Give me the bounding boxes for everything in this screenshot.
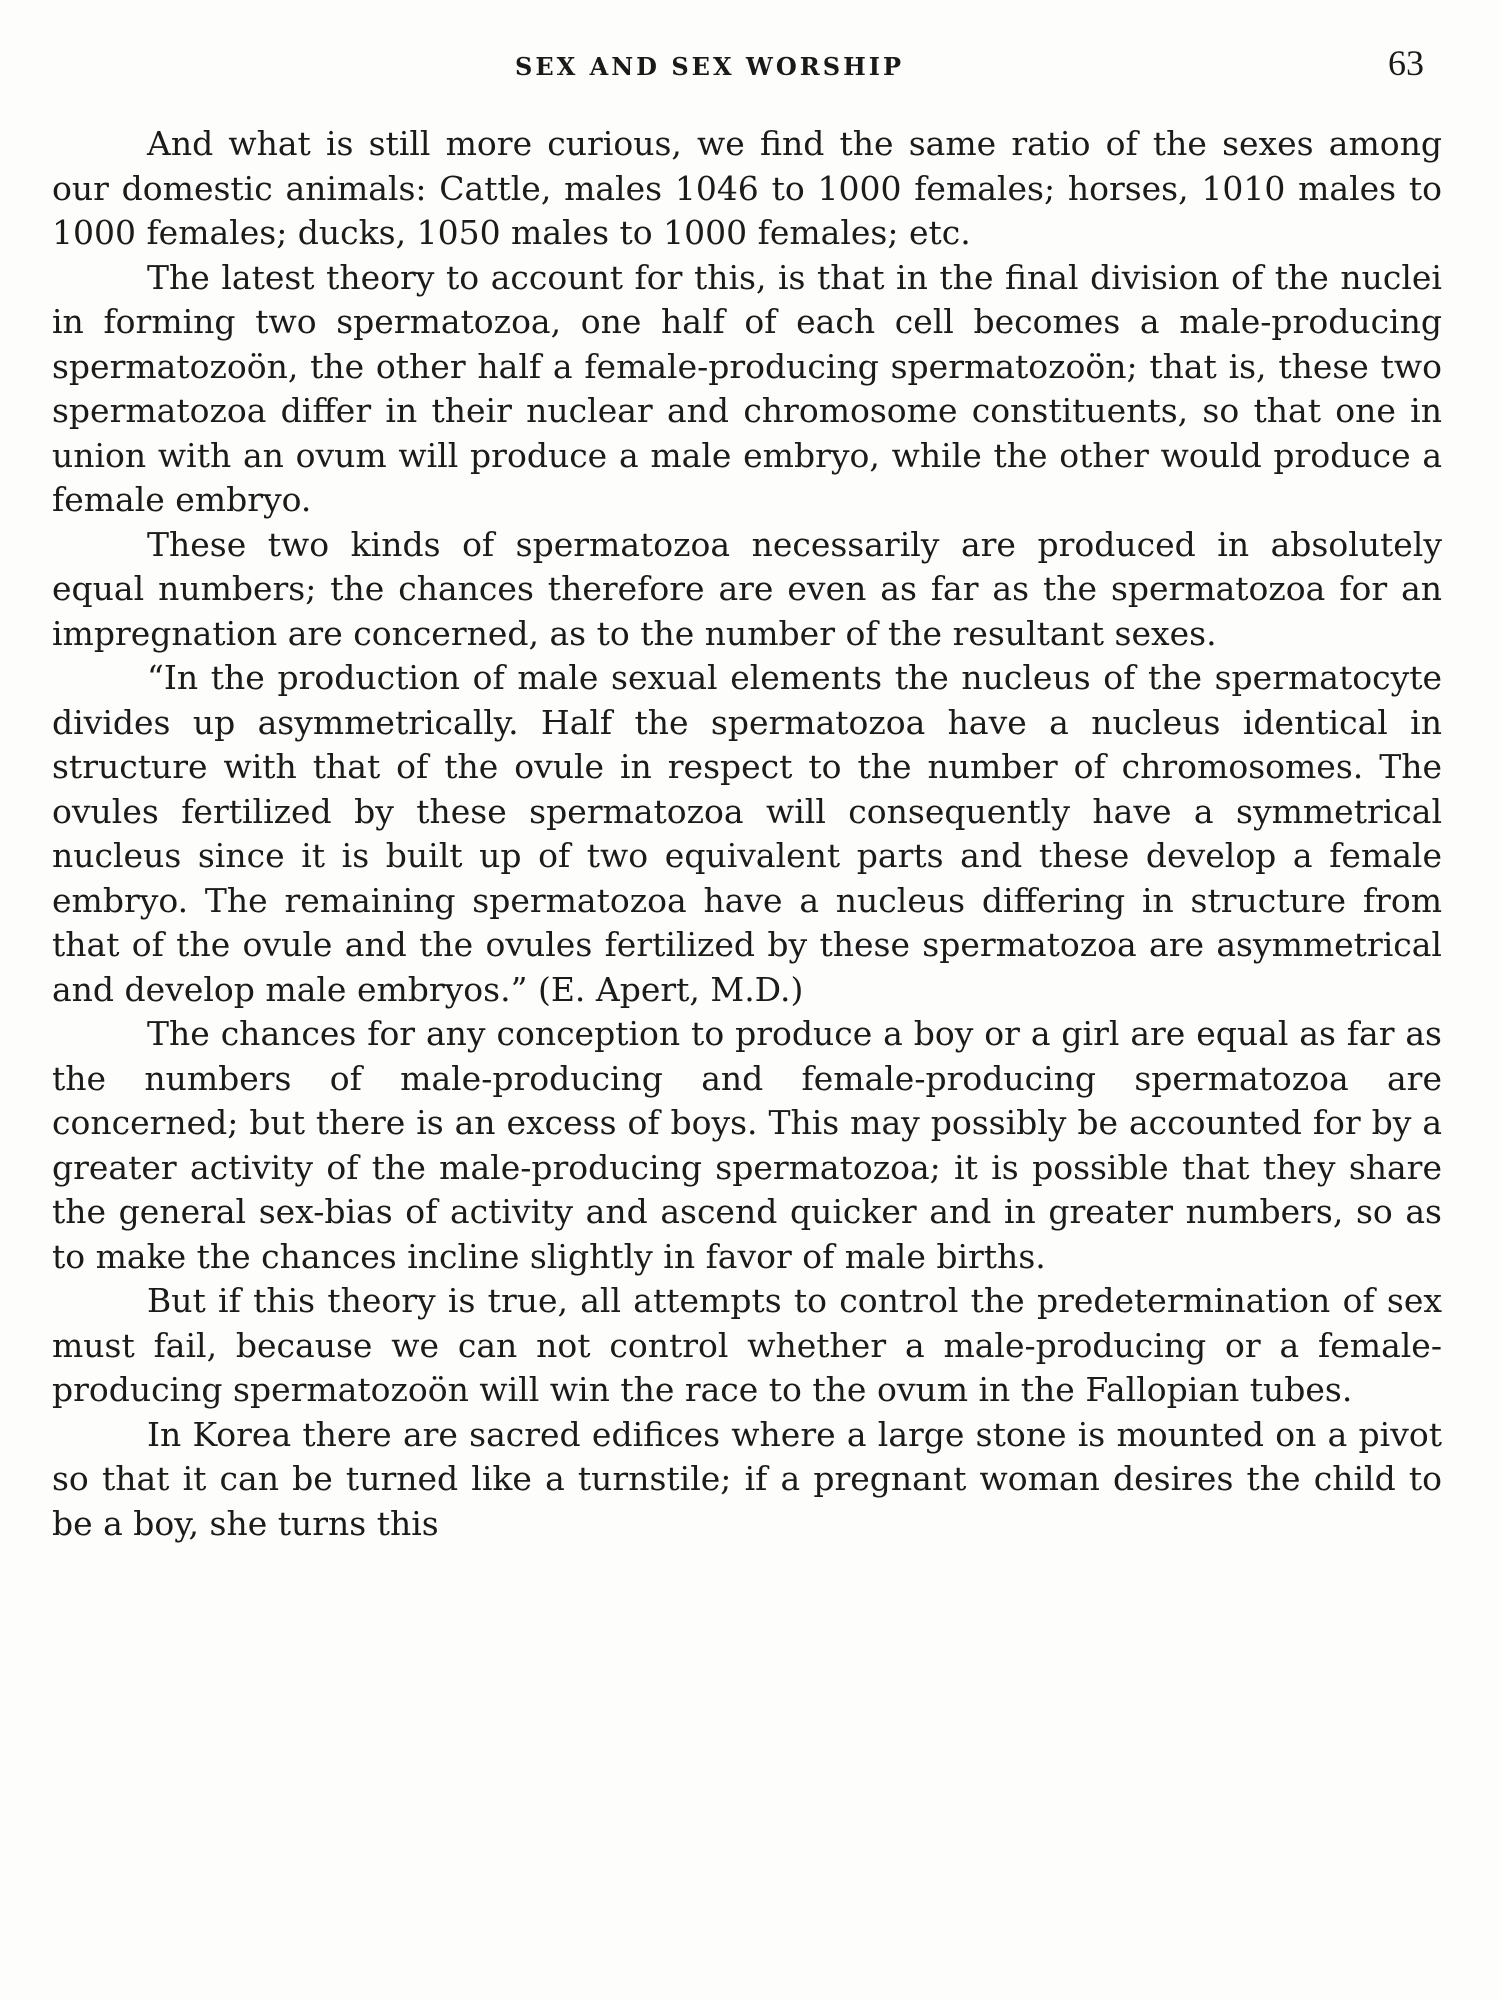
- paragraph-apert-quote: “In the production of male sexual elements the nucleus of the spermatocyte divides up asymmetrically. Half the spermatozoa have a nucleus identical in structure with that of the ovule in respect to the number of chromosomes. The ovules fertilized by these spermatozoa will consequently have a symmetrical nucleus since it is built up of two equivalent parts and these develop a female embryo. The remaining spermatozoa have a nucleus differing in structure from that of the ovule and the ovules fertilized by these spermatozoa are asymmetrical and develop male embryos.” (E. Apert, M.D.): [52, 658, 1442, 1009]
- paragraph-latest-theory: The latest theory to account for this, is that in the final division of the nuclei in forming two spermatozoa, one half of each cell becomes a male-producing spermatozoön, the other half a female-producing spermatozoön; that is, these two spermatozoa differ in their nuclear and chromosome constituents, so that one in union with an ovum will produce a male embryo, while the other would produce a female embryo.: [52, 257, 1442, 519]
- paragraph-domestic-animals: And what is still more curious, we find the same ratio of the sexes among our domestic animals: Cattle, males 1046 to 1000 females; horses, 1010 males to 1000 females; ducks, 1050 males to 1000 females; etc.: [52, 124, 1442, 252]
- page-header: [0, 42, 1500, 82]
- running-head: SEX AND SEX WORSHIP: [515, 52, 905, 81]
- paragraph-control-fails: But if this theory is true, all attempts to control the predetermination of sex must fail, because we can not control whether a male-producing or a female-producing spermatozoön will win the race to the ovum in the Fallopian tubes.: [52, 1281, 1442, 1409]
- paragraph-korea: In Korea there are sacred edifices where a large stone is mounted on a pivot so that it can be turned like a turnstile; if a pregnant woman desires the child to be a boy, she turns this: [52, 1414, 1442, 1543]
- paragraph-equal-numbers: These two kinds of spermatozoa necessarily are produced in absolutely equal numbers; the chances therefore are even as far as the spermatozoa for an impregnation are concerned, as to the number of the resultant sexes.: [52, 524, 1442, 653]
- page-number: 63: [1388, 43, 1424, 83]
- body-text: [52, 122, 1442, 1546]
- paragraph-excess-of-boys: The chances for any conception to produce a boy or a girl are equal as far as the numbers of male-producing and female-producing spermatozoa are concerned; but there is an excess of boys. This may possibly be accounted for by a greater activity of the male-producing spermatozoa; it is possible that they share the general sex-bias of activity and ascend quicker and in greater numbers, so as to make the chances incline slightly in favor of male births.: [52, 1014, 1442, 1276]
